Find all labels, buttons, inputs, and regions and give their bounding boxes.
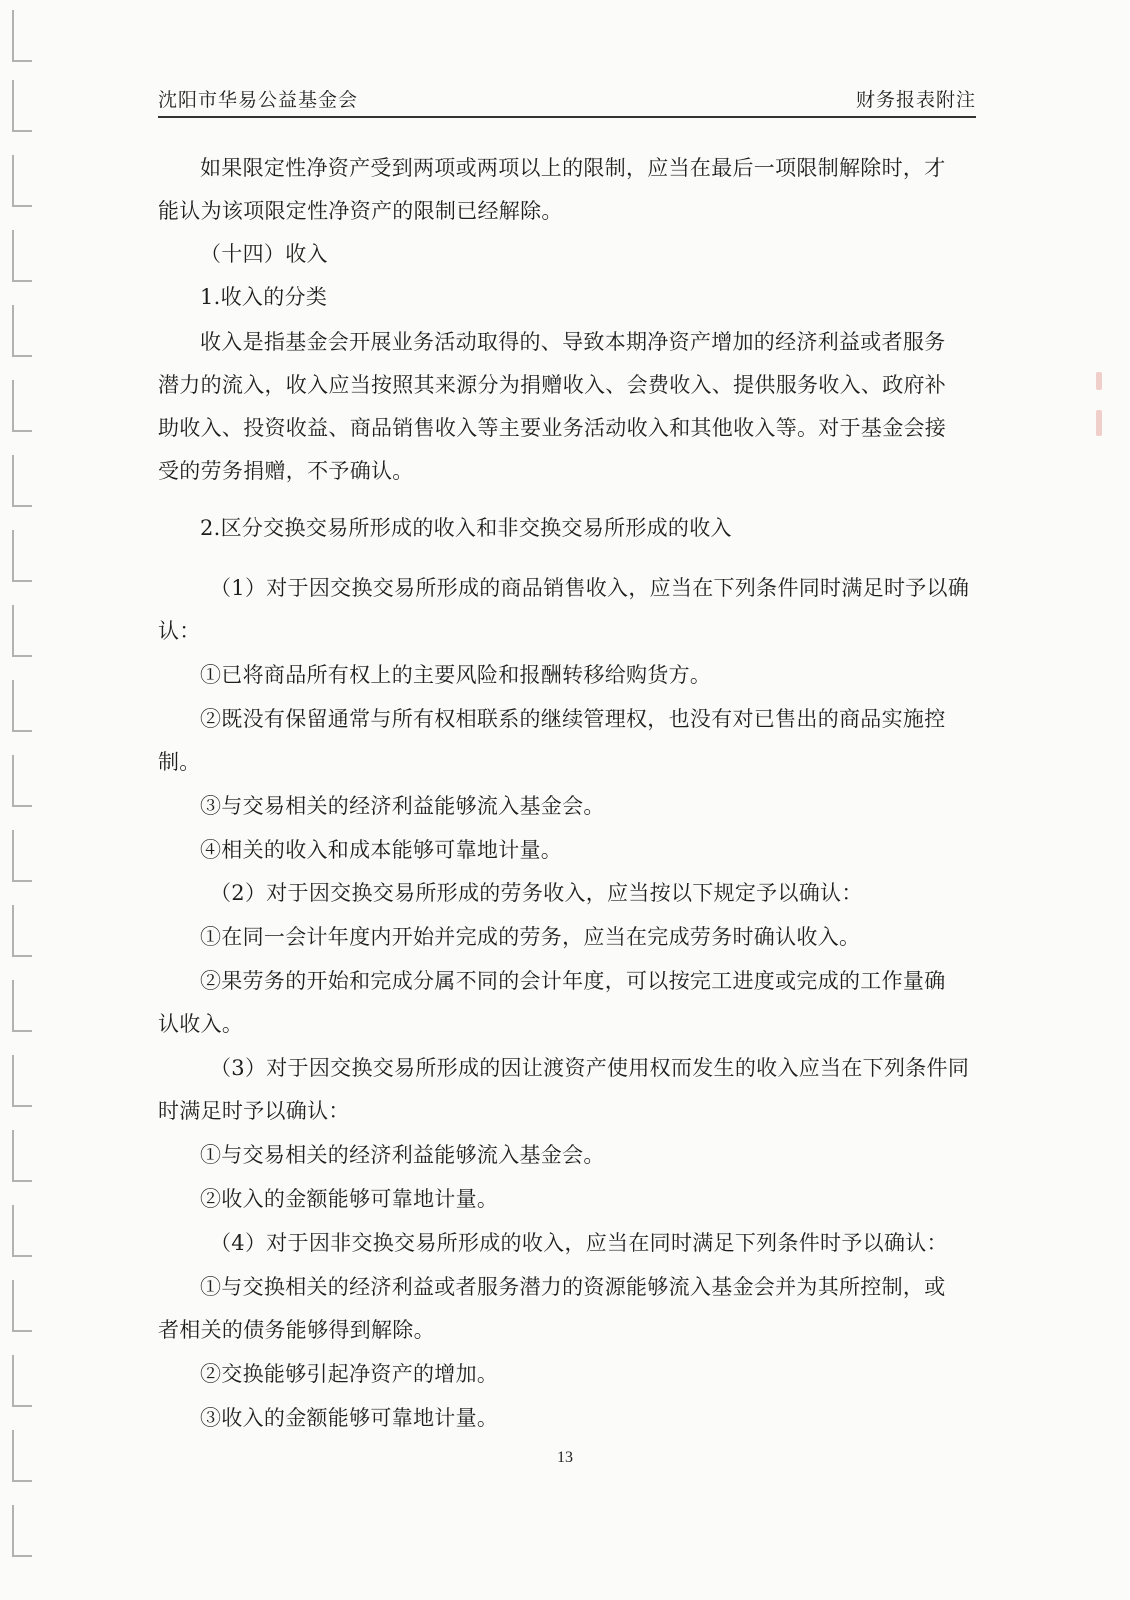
binding-mark [12,305,32,357]
binding-mark [12,530,32,582]
document-section: 财务报表附注 [855,89,976,111]
paragraph-line: 收入是指基金会开展业务活动取得的、导致本期净资产增加的经济利益或者服务 [200,330,946,354]
list-item: ③与交易相关的经济利益能够流入基金会。 [200,794,605,818]
paragraph-line: （2）对于因交换交易所形成的劳务收入，应当按以下规定予以确认： [210,881,863,905]
binding-mark [12,1280,32,1332]
seal-trace [1096,410,1102,436]
paragraph-line: 者相关的债务能够得到解除。 [158,1318,435,1342]
binding-mark [12,455,32,507]
list-item: ③收入的金额能够可靠地计量。 [200,1406,499,1430]
paragraph-line: （1）对于因交换交易所形成的商品销售收入，应当在下列条件同时满足时予以确 [210,576,970,600]
binding-mark [12,755,32,807]
paragraph-line: （4）对于因非交换交易所形成的收入，应当在同时满足下列条件时予以确认： [210,1231,948,1255]
list-item: ②果劳务的开始和完成分属不同的会计年度，可以按完工进度或完成的工作量确 [200,969,946,993]
binding-mark [12,1355,32,1407]
binding-mark [12,80,32,132]
organization-name: 沈阳市华易公益基金会 [158,89,359,111]
binding-mark [12,980,32,1032]
paragraph-line: 时满足时予以确认： [158,1099,350,1123]
binding-mark [12,1130,32,1182]
page-header [158,86,976,118]
binding-mark [12,680,32,732]
binding-mark [12,10,32,62]
list-item: ①在同一会计年度内开始并完成的劳务，应当在完成劳务时确认收入。 [200,925,861,949]
paragraph-line: （3）对于因交换交易所形成的因让渡资产使用权而发生的收入应当在下列条件同 [210,1056,970,1080]
binding-mark [12,230,32,282]
list-item: ②交换能够引起净资产的增加。 [200,1362,499,1386]
list-item: ①与交换相关的经济利益或者服务潜力的资源能够流入基金会并为其所控制，或 [200,1275,946,1299]
binding-mark [12,380,32,432]
binding-mark [12,155,32,207]
list-item: ④相关的收入和成本能够可靠地计量。 [200,838,563,862]
section-heading: （十四）收入 [200,242,328,266]
paragraph-line: 能认为该项限定性净资产的限制已经解除。 [158,199,563,223]
paragraph-line: 认收入。 [158,1012,244,1036]
binding-mark [12,1505,32,1557]
binding-mark [12,905,32,957]
paragraph-line: 受的劳务捐赠，不予确认。 [158,459,414,483]
binding-mark [12,830,32,882]
list-item: ②既没有保留通常与所有权相联系的继续管理权，也没有对已售出的商品实施控 [200,707,946,731]
paragraph-line: 制。 [158,750,201,774]
list-item: ①与交易相关的经济利益能够流入基金会。 [200,1143,605,1167]
binding-mark [12,1055,32,1107]
paragraph-line: 潜力的流入，收入应当按照其来源分为捐赠收入、会费收入、提供服务收入、政府补 [158,373,947,397]
list-item: ②收入的金额能够可靠地计量。 [200,1187,499,1211]
binding-mark [12,1205,32,1257]
seal-trace [1096,372,1102,390]
page-number: 13 [557,1449,573,1466]
paragraph-line: 助收入、投资收益、商品销售收入等主要业务活动收入和其他收入等。对于基金会接 [158,416,947,440]
subsection-heading: 1.收入的分类 [200,285,328,309]
list-item: ①已将商品所有权上的主要风险和报酬转移给购货方。 [200,663,712,687]
paragraph-line: 如果限定性净资产受到两项或两项以上的限制，应当在最后一项限制解除时，才 [200,156,946,180]
subsection-heading: 2.区分交换交易所形成的收入和非交换交易所形成的收入 [200,516,732,540]
binding-mark [12,605,32,657]
paragraph-line: 认： [158,619,201,643]
